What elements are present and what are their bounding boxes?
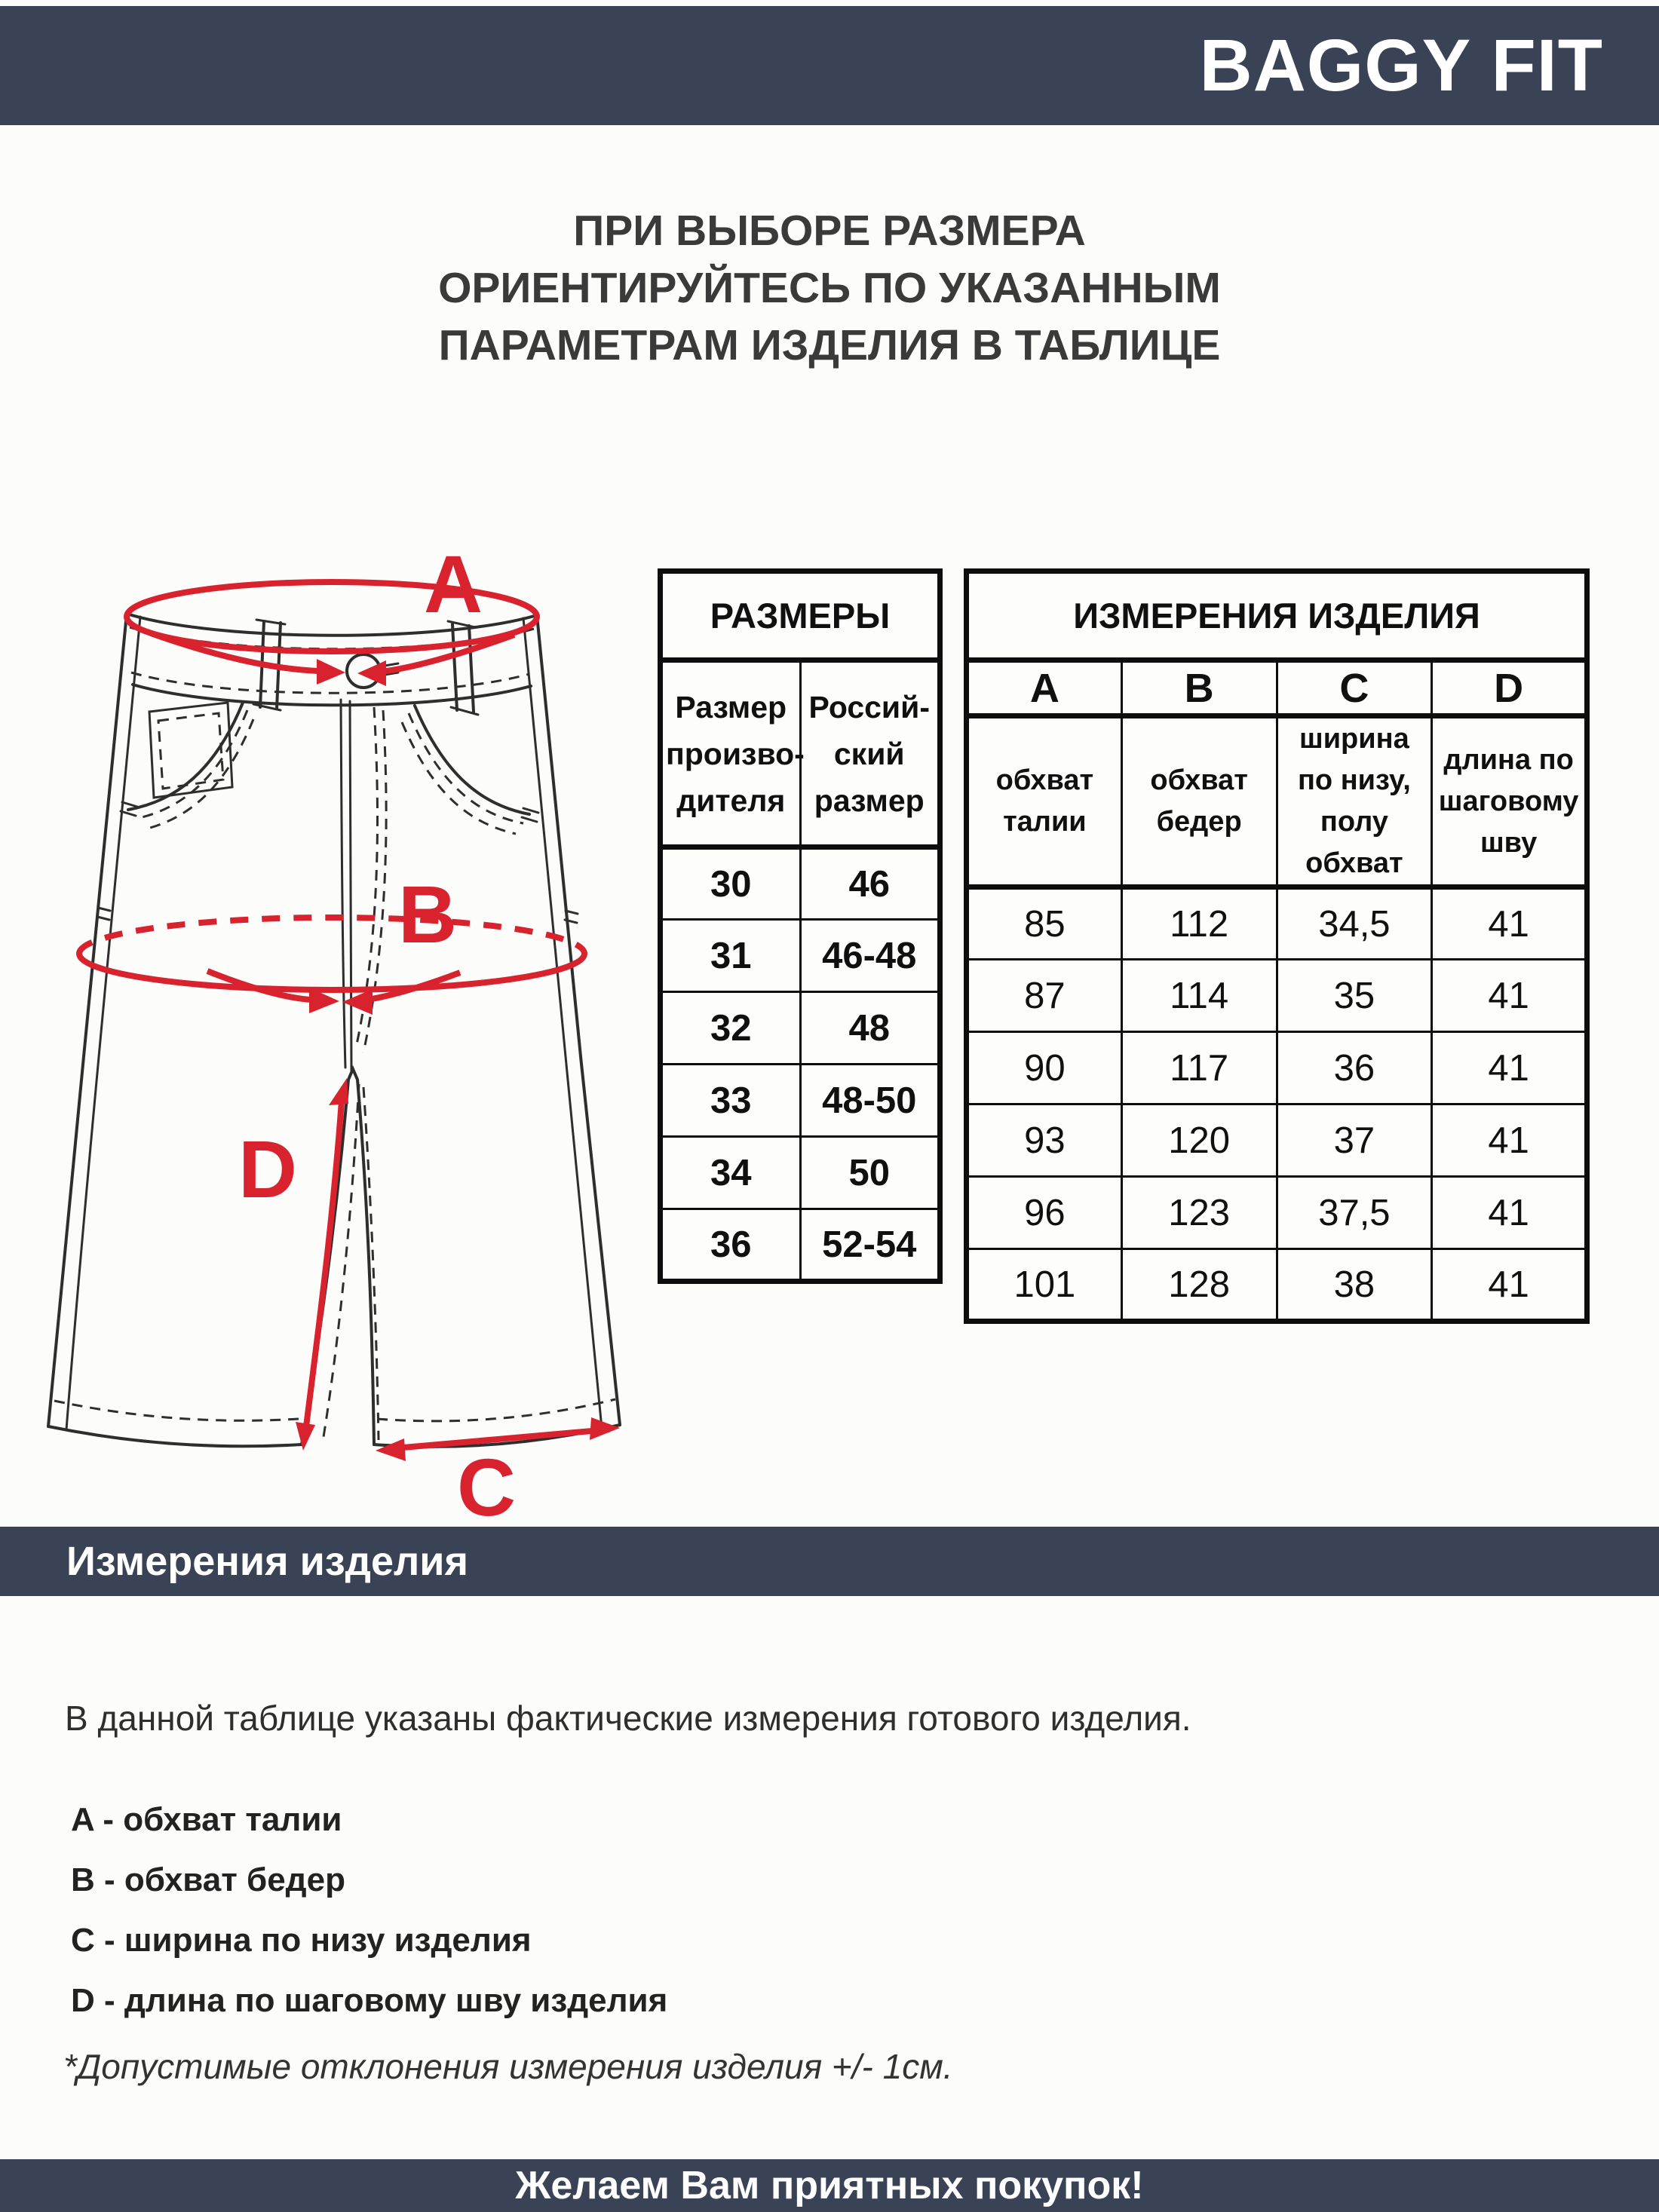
table-row — [661, 992, 940, 1065]
col-letter-A: A — [967, 660, 1122, 716]
table-row — [661, 1137, 940, 1209]
footer-bar — [0, 2159, 1659, 2212]
cell-b: 114 — [1121, 960, 1277, 1032]
inseam-measure-line — [305, 1090, 342, 1438]
cell-b: 120 — [1121, 1104, 1277, 1177]
brand-title: BAGGY FIT — [1199, 24, 1603, 106]
measurements-table — [964, 568, 1590, 1324]
table-row — [661, 920, 940, 992]
cell-d: 41 — [1432, 1032, 1587, 1104]
col-header-russian-size — [800, 660, 940, 847]
notes-intro: В данной таблице указаны фактические измерения готового изделия. — [65, 1699, 1191, 1738]
col-header-line: размер — [814, 783, 925, 818]
cell-d: 41 — [1432, 1104, 1587, 1177]
cell-b: 117 — [1121, 1032, 1277, 1104]
tolerance-note: *Допустимые отклонения измерения изделия +/- 1см. — [63, 2047, 953, 2086]
sizes-table-header: РАЗМЕРЫ — [661, 571, 940, 660]
intro-heading — [0, 202, 1659, 374]
cell-b: 123 — [1121, 1177, 1277, 1249]
section-bar-title: Измерения изделия — [66, 1539, 468, 1584]
cell-c: 36 — [1277, 1032, 1432, 1104]
arrowhead-icon — [317, 659, 345, 685]
col-desc-inseam: длина по шаговому шву — [1432, 716, 1587, 887]
intro-line-2: ОРИЕНТИРУЙТЕСЬ ПО УКАЗАННЫМ — [438, 264, 1221, 312]
legend-item-B: B - обхват бедер — [71, 1861, 345, 1898]
cell-a: 90 — [967, 1032, 1122, 1104]
arrowhead-icon — [296, 1422, 315, 1451]
col-header-line: дителя — [676, 783, 786, 818]
intro-line-1: ПРИ ВЫБОРЕ РАЗМЕРА — [573, 207, 1086, 255]
cell-ru-size: 46-48 — [800, 920, 940, 992]
cell-ru-size: 48-50 — [800, 1065, 940, 1137]
col-desc-waist: обхват талии — [967, 716, 1122, 887]
arrowhead-icon — [342, 989, 373, 1015]
cell-ru-size: 50 — [800, 1137, 940, 1209]
col-letter-C: C — [1277, 660, 1432, 716]
cell-ru-size: 48 — [800, 992, 940, 1065]
section-bar — [0, 1527, 1659, 1596]
legend-item-A: A - обхват талии — [71, 1801, 342, 1838]
measurement-marks — [79, 538, 620, 1523]
cell-c: 35 — [1277, 960, 1432, 1032]
measurements-table-header: ИЗМЕРЕНИЯ ИЗДЕЛИЯ — [967, 571, 1587, 660]
label-C: C — [457, 1441, 516, 1523]
table-row — [967, 1177, 1587, 1249]
cell-mfr-size: 31 — [661, 920, 801, 992]
table-row — [967, 1249, 1587, 1322]
cell-a: 96 — [967, 1177, 1122, 1249]
cell-mfr-size: 34 — [661, 1137, 801, 1209]
footer-message: Желаем Вам приятных покупок! — [515, 2164, 1144, 2207]
table-row — [967, 1104, 1587, 1177]
cell-mfr-size: 30 — [661, 847, 801, 920]
cell-a: 101 — [967, 1249, 1122, 1322]
label-B: B — [398, 869, 457, 960]
cell-d: 41 — [1432, 960, 1587, 1032]
col-header-line: произво- — [666, 736, 805, 771]
col-letter-B: B — [1121, 660, 1277, 716]
stitch-lines — [54, 627, 615, 1441]
cell-b: 128 — [1121, 1249, 1277, 1322]
col-letter-D: D — [1432, 660, 1587, 716]
col-header-line: Россий- — [808, 689, 930, 725]
cell-mfr-size: 33 — [661, 1065, 801, 1137]
label-D: D — [238, 1123, 297, 1215]
cell-d: 41 — [1432, 1249, 1587, 1322]
table-row — [967, 887, 1587, 960]
cell-d: 41 — [1432, 887, 1587, 960]
col-header-line: ский — [833, 736, 905, 771]
cell-a: 85 — [967, 887, 1122, 960]
col-header-line: Размер — [675, 689, 787, 725]
top-title-bar — [0, 6, 1659, 125]
table-row — [967, 960, 1587, 1032]
cell-d: 41 — [1432, 1177, 1587, 1249]
cell-a: 93 — [967, 1104, 1122, 1177]
arrowhead-icon — [329, 1078, 348, 1105]
table-row — [661, 1209, 940, 1282]
legend-item-C: C - ширина по низу изделия — [71, 1922, 532, 1959]
col-desc-hem-width: ширина по низу, полу обхват — [1277, 716, 1432, 887]
sizes-table — [658, 568, 943, 1284]
cell-c: 34,5 — [1277, 887, 1432, 960]
arrowhead-icon — [357, 660, 386, 686]
arrowhead-icon — [590, 1417, 620, 1440]
col-header-manufacturer-size — [661, 660, 805, 847]
col-desc-hips: обхват бедер — [1121, 716, 1277, 887]
shorts-measurement-diagram — [38, 520, 641, 1523]
cell-mfr-size: 36 — [661, 1209, 801, 1282]
cell-a: 87 — [967, 960, 1122, 1032]
intro-line-3: ПАРАМЕТРАМ ИЗДЕЛИЯ В ТАБЛИЦЕ — [438, 321, 1221, 369]
cell-ru-size: 52-54 — [800, 1209, 940, 1282]
arrowhead-icon — [376, 1438, 406, 1461]
cell-c: 37,5 — [1277, 1177, 1432, 1249]
table-row — [967, 1032, 1587, 1104]
cell-b: 112 — [1121, 887, 1277, 960]
hip-measure-ellipse-dashed — [79, 918, 584, 954]
cell-mfr-size: 32 — [661, 992, 801, 1065]
label-A: A — [424, 538, 483, 630]
shorts-outline — [48, 614, 620, 1447]
cell-c: 38 — [1277, 1249, 1432, 1322]
cell-c: 37 — [1277, 1104, 1432, 1177]
measurements-legend — [71, 1803, 667, 2045]
legend-item-D: D - длина по шаговому шву изделия — [71, 1982, 668, 2019]
cell-ru-size: 46 — [800, 847, 940, 920]
table-row — [661, 847, 940, 920]
table-row — [661, 1065, 940, 1137]
